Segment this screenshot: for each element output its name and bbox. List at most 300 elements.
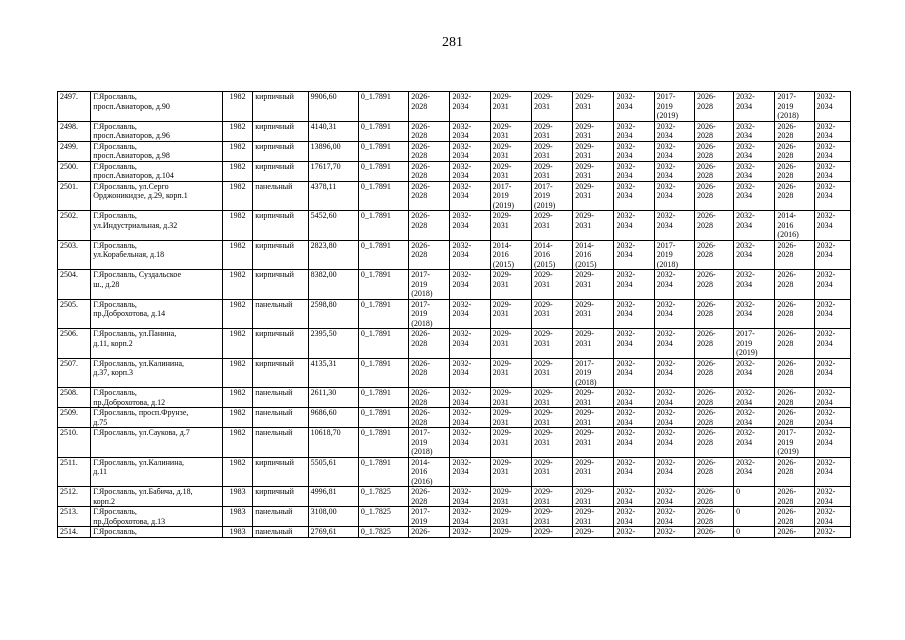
area-cell: 2823,80 [308, 240, 358, 270]
period-cell [734, 92, 775, 122]
row-number-cell: 2503. [58, 240, 91, 270]
period-line: 2026- [411, 388, 430, 397]
code-cell: 0_1.7825 [358, 507, 408, 527]
table-row [58, 270, 851, 300]
period-line: 2031 [492, 437, 509, 447]
period-cell [814, 358, 850, 388]
period-line: 2034 [816, 171, 833, 180]
period-line: 2019 [575, 368, 592, 377]
period-line: 2026- [696, 487, 716, 496]
period-line: 2034 [616, 368, 633, 377]
period-line: 2032- [452, 457, 472, 467]
period-line: 2032- [452, 299, 472, 309]
period-line: 2028 [777, 250, 794, 259]
period-line: (2016) [411, 476, 433, 486]
period-line: 2034 [616, 220, 633, 230]
period-line: 2029- [533, 92, 553, 101]
period-line: 2029- [533, 527, 553, 536]
period-line: (2019) [777, 447, 799, 456]
period-line: 2032- [452, 329, 472, 338]
address-cell [91, 329, 223, 359]
period-cell [654, 270, 694, 300]
period-cell [775, 211, 814, 241]
period-line: 2017- [411, 270, 430, 279]
period-cell [694, 141, 733, 161]
period-cell [775, 358, 814, 388]
period-line: 2028 [411, 131, 428, 140]
wall-material-cell: кирпичный [253, 270, 308, 300]
period-line: 2031 [575, 101, 592, 111]
address-cell [91, 487, 223, 507]
period-line: 2028 [777, 368, 794, 377]
area-cell: 13896,00 [308, 141, 358, 161]
period-line: 2032- [616, 270, 636, 279]
period-line: 2034 [656, 151, 673, 160]
period-cell [614, 507, 654, 527]
period-line: 2032- [736, 358, 755, 368]
period-cell [814, 507, 850, 527]
period-line: 2031 [492, 101, 509, 111]
period-line: 2032- [656, 388, 676, 397]
period-line: 2032- [616, 457, 636, 467]
period-cell [531, 121, 572, 141]
period-cell [409, 141, 450, 161]
period-line: 2032- [452, 211, 472, 220]
period-line: 2031 [575, 279, 592, 289]
period-cell [694, 240, 733, 270]
period-line: 2032- [616, 329, 636, 338]
period-line: 2031 [533, 151, 550, 160]
period-cell [409, 358, 450, 388]
period-line: 2028 [411, 250, 428, 259]
period-cell [775, 457, 814, 487]
housing-registry-table [57, 91, 851, 538]
period-cell [531, 428, 572, 458]
period-cell [409, 507, 450, 527]
period-cell [734, 329, 775, 359]
period-line: 2029- [492, 121, 512, 131]
period-cell [734, 507, 775, 527]
row-number-cell: 2510. [58, 428, 91, 458]
period-line: 2032- [616, 211, 636, 220]
address-cell [91, 270, 223, 300]
period-line: 2034 [816, 437, 833, 447]
period-line: 2028 [777, 131, 794, 140]
period-line: 2028 [696, 309, 713, 318]
period-line: 2032- [616, 428, 636, 437]
address-line: Г.Ярославль, [93, 141, 137, 151]
period-line: 2032- [452, 527, 472, 536]
period-line: 2032- [656, 141, 676, 151]
page-number: 281 [442, 35, 463, 50]
period-line: 2034 [616, 131, 633, 140]
code-cell: 0_1.7891 [358, 181, 408, 211]
code-cell: 0_1.7891 [358, 161, 408, 181]
period-line: 2029- [533, 487, 553, 496]
period-line: 2026- [411, 92, 430, 101]
period-line: 2031 [492, 467, 509, 476]
period-line: 2026- [696, 428, 716, 437]
period-line: 2034 [816, 220, 833, 230]
period-line: 2031 [575, 131, 592, 140]
period-line: 2026- [777, 270, 797, 279]
period-line: 2032- [816, 358, 836, 368]
code-cell: 0_1.7891 [358, 141, 408, 161]
period-line: 2029- [492, 270, 512, 279]
period-line: 2029- [575, 92, 594, 101]
period-line: 2034 [616, 467, 633, 476]
period-line: 2031 [575, 496, 592, 506]
table-row [58, 408, 851, 428]
period-line: 2031 [533, 171, 550, 180]
period-line: 2034 [616, 437, 633, 447]
period-line: 2034 [452, 151, 469, 160]
row-number-cell: 2504. [58, 270, 91, 300]
period-line: 2028 [777, 417, 794, 427]
period-line: 2032- [616, 92, 636, 101]
period-line: 2032- [452, 408, 472, 417]
address-line: ш., д.28 [93, 279, 120, 289]
period-cell [814, 388, 850, 408]
period-cell [409, 299, 450, 329]
period-line: 2034 [816, 368, 833, 377]
period-line: 2034 [656, 368, 673, 377]
row-number-cell: 2498. [58, 121, 91, 141]
period-cell [814, 92, 850, 122]
period-line: 2032- [656, 181, 676, 191]
period-cell [694, 329, 733, 359]
year-built-cell: 1982 [223, 457, 253, 487]
period-line: 2029- [533, 428, 553, 437]
period-cell [654, 161, 694, 181]
period-line: 2029- [575, 408, 594, 417]
period-line: 2032- [816, 299, 836, 309]
period-line: 2034 [816, 250, 833, 259]
period-cell [409, 408, 450, 428]
period-line: 2032- [616, 527, 636, 536]
period-line: 2029- [533, 270, 553, 279]
period-line: 2026- [696, 161, 716, 171]
period-line: 2034 [656, 417, 673, 427]
period-line: 2026- [777, 358, 797, 368]
period-line: 2029- [492, 92, 512, 101]
period-line: 2034 [452, 338, 469, 348]
period-line: 2034 [656, 467, 673, 476]
period-line: 2026- [696, 408, 716, 417]
period-cell [654, 240, 694, 270]
address-line: Г.Ярославль, ул.Калинина, [93, 358, 185, 368]
period-line: 2031 [575, 467, 592, 476]
period-cell [694, 211, 733, 241]
period-cell [734, 428, 775, 458]
period-line: 2034 [616, 338, 633, 348]
period-cell [490, 388, 531, 408]
period-cell [694, 299, 733, 329]
period-cell [814, 121, 850, 141]
wall-material-cell: панельный [253, 299, 308, 329]
period-cell [409, 388, 450, 408]
code-cell: 0_1.7891 [358, 211, 408, 241]
period-cell [409, 92, 450, 122]
period-cell [614, 161, 654, 181]
wall-material-cell: кирпичный [253, 121, 308, 141]
period-line: 2016 [575, 250, 592, 259]
period-line: 2029- [533, 141, 553, 151]
period-cell [531, 457, 572, 487]
period-cell [734, 388, 775, 408]
period-line: 2026- [777, 527, 797, 536]
period-line: 2019 [656, 101, 673, 111]
period-line: 2034 [616, 496, 633, 506]
address-line: Г.Ярославль, [93, 92, 137, 101]
period-line: 2034 [736, 368, 753, 377]
row-number-cell: 2513. [58, 507, 91, 527]
period-cell [614, 527, 654, 538]
period-line: 2029- [533, 507, 553, 516]
period-line: 2032- [656, 299, 676, 309]
address-line: д.75 [93, 417, 108, 427]
period-line: 2034 [816, 397, 833, 407]
period-line: 2026- [777, 181, 797, 191]
year-built-cell: 1982 [223, 211, 253, 241]
period-line: 2034 [736, 417, 753, 427]
period-cell [814, 527, 850, 538]
period-cell [694, 358, 733, 388]
address-line: Г.Ярославль, ул.Саукова, д.7 [93, 428, 190, 437]
period-line: 2032- [656, 161, 676, 171]
period-line: 2034 [656, 220, 673, 230]
period-line: 2032- [736, 388, 755, 397]
address-line: Г.Ярославль, [93, 507, 137, 516]
period-line: 2034 [452, 101, 469, 111]
period-line: 2032- [816, 329, 836, 338]
period-line: 2017- [411, 507, 430, 516]
period-cell [694, 388, 733, 408]
address-cell [91, 388, 223, 408]
period-line: 2031 [492, 496, 509, 506]
period-line: 2028 [696, 368, 713, 377]
period-cell [490, 92, 531, 122]
period-line: 2019 [777, 437, 794, 447]
period-line: 2034 [616, 279, 633, 289]
period-line: 2031 [575, 417, 592, 427]
period-cell [409, 428, 450, 458]
period-cell [409, 270, 450, 300]
area-cell: 9906,60 [308, 92, 358, 122]
period-line: 2034 [816, 417, 833, 427]
period-line: 2031 [492, 220, 509, 230]
period-cell [775, 527, 814, 538]
period-line: 2034 [816, 496, 833, 506]
period-cell [450, 270, 490, 300]
period-line: 2029- [575, 121, 594, 131]
period-line: 2032- [452, 270, 472, 279]
address-line: пр.Доброхотова, д.13 [93, 516, 166, 526]
address-line: Орджоникидзе, д.29, корп.1 [93, 191, 188, 200]
period-line: 2034 [736, 151, 753, 160]
period-line: 2028 [777, 171, 794, 180]
period-line: 2028 [411, 368, 428, 377]
period-line: (2018) [411, 289, 433, 298]
area-cell: 4135,31 [308, 358, 358, 388]
period-cell [614, 299, 654, 329]
period-line: 2034 [656, 279, 673, 289]
address-line: просп.Авиаторов, д.96 [93, 131, 170, 140]
period-line: (2018) [411, 447, 433, 456]
period-line: 2026- [696, 527, 716, 536]
period-line: 2034 [736, 279, 753, 289]
period-line: 2034 [816, 467, 833, 476]
period-line: 2034 [616, 151, 633, 160]
period-line: 2032- [656, 527, 676, 536]
period-cell [654, 487, 694, 507]
address-line: Г.Ярославль, [93, 121, 137, 131]
row-number-cell: 2500. [58, 161, 91, 181]
period-line: 2031 [492, 368, 509, 377]
period-cell [814, 457, 850, 487]
period-line: 2028 [696, 437, 713, 447]
period-line: 2032- [736, 92, 755, 101]
period-cell [694, 527, 733, 538]
period-cell [490, 181, 531, 211]
period-line: 2032- [656, 408, 676, 417]
period-line: 2034 [656, 131, 673, 140]
period-line: 2032- [736, 161, 755, 171]
address-line: Г.Ярославль, [93, 527, 137, 536]
period-line: 2026- [696, 329, 716, 338]
period-cell [573, 457, 614, 487]
period-cell [814, 270, 850, 300]
period-cell [573, 388, 614, 408]
period-line: 2034 [816, 338, 833, 348]
period-line: 2026- [696, 299, 716, 309]
period-cell [694, 507, 733, 527]
period-line: 2032- [656, 329, 676, 338]
period-cell [450, 141, 490, 161]
period-line: 2032- [452, 507, 472, 516]
period-line: 2029- [492, 388, 512, 397]
period-cell [775, 161, 814, 181]
period-line: 2028 [696, 516, 713, 526]
period-line: 2034 [452, 191, 469, 200]
period-line: 2028 [411, 191, 428, 200]
period-cell [450, 457, 490, 487]
period-line: 2028 [696, 131, 713, 140]
period-line: 2032- [616, 240, 636, 250]
table-row [58, 211, 851, 241]
period-line: 2029- [492, 457, 512, 467]
code-cell: 0_1.7891 [358, 329, 408, 359]
period-line: 2034 [452, 220, 469, 230]
period-line: 2032- [736, 240, 755, 250]
period-cell [734, 270, 775, 300]
row-number-cell: 2499. [58, 141, 91, 161]
period-line: 2032- [736, 141, 755, 151]
period-line: 2034 [452, 171, 469, 180]
table-row [58, 240, 851, 270]
address-line: Г.Ярославль, [93, 211, 137, 220]
period-line: 2029- [492, 408, 512, 417]
address-cell [91, 428, 223, 458]
period-line: 2028 [411, 171, 428, 180]
address-line: ул.Корабельная, д.18 [93, 250, 165, 259]
area-cell: 9686,60 [308, 408, 358, 428]
period-line: 2026- [696, 141, 716, 151]
wall-material-cell: кирпичный [253, 161, 308, 181]
period-line: 2034 [816, 309, 833, 318]
address-cell [91, 92, 223, 122]
period-line: 2014- [533, 240, 553, 250]
period-line: 2032- [656, 211, 676, 220]
table-row [58, 161, 851, 181]
period-cell [734, 457, 775, 487]
period-line: 2034 [452, 417, 469, 427]
period-cell [775, 92, 814, 122]
code-cell: 0_1.7825 [358, 527, 408, 538]
period-line: 2034 [616, 516, 633, 526]
period-cell [694, 457, 733, 487]
period-cell [450, 329, 490, 359]
period-cell [490, 487, 531, 507]
table-row [58, 388, 851, 408]
period-cell [775, 181, 814, 211]
period-line: 2032- [736, 408, 755, 417]
table-row [58, 428, 851, 458]
period-line: 2017- [656, 92, 676, 101]
period-cell [409, 161, 450, 181]
period-line: 2026- [411, 240, 430, 250]
period-cell [654, 121, 694, 141]
address-cell [91, 299, 223, 329]
period-line: 2031 [533, 516, 550, 526]
wall-material-cell: кирпичный [253, 92, 308, 122]
period-line: 2028 [696, 220, 713, 230]
period-cell [654, 388, 694, 408]
period-cell [694, 428, 733, 458]
year-built-cell: 1983 [223, 527, 253, 538]
period-cell [531, 299, 572, 329]
period-line: 2026- [411, 358, 430, 368]
table-row [58, 527, 851, 538]
period-line: 2028 [777, 309, 794, 318]
period-line: 2034 [452, 309, 469, 318]
period-line: 2034 [736, 309, 753, 318]
period-line: 2029- [533, 211, 553, 220]
area-cell: 2769,61 [308, 527, 358, 538]
period-cell [654, 457, 694, 487]
wall-material-cell: панельный [253, 181, 308, 211]
address-cell [91, 457, 223, 487]
period-cell [531, 141, 572, 161]
period-line: 2032- [816, 408, 836, 417]
period-line: 2026- [411, 487, 430, 496]
period-cell [694, 487, 733, 507]
period-line: 2028 [411, 338, 428, 348]
row-number-cell: 2497. [58, 92, 91, 122]
period-line: 2026- [696, 121, 716, 131]
address-line: Г.Ярославль, ул.Серго [93, 181, 169, 191]
period-cell [490, 408, 531, 428]
period-line: 2014- [575, 240, 594, 250]
period-line: 2026- [777, 121, 797, 131]
period-line: 2017- [533, 181, 553, 191]
area-cell: 17617,70 [308, 161, 358, 181]
period-line: (2019) [656, 111, 679, 120]
period-cell [614, 388, 654, 408]
period-line: 2034 [816, 101, 833, 111]
period-line: 2019 [411, 437, 428, 447]
period-cell [531, 487, 572, 507]
